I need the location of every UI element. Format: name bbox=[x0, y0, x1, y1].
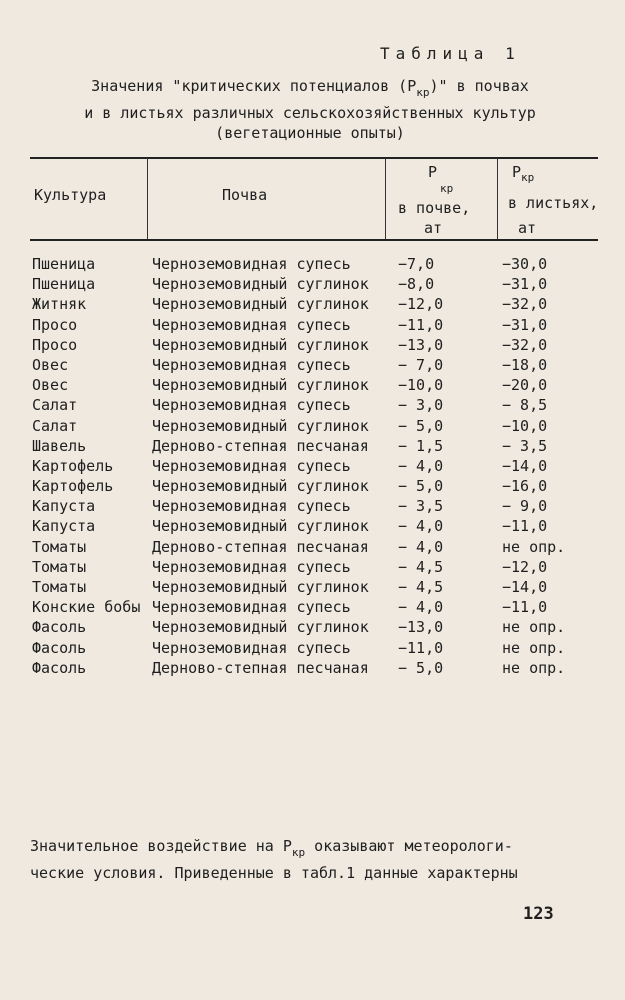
soil-cell: Черноземовидный суглинок bbox=[152, 295, 369, 314]
p-soil-cell: − 5,0 bbox=[398, 477, 444, 496]
table-row bbox=[32, 294, 602, 314]
p-leaf-cell: не опр. bbox=[502, 658, 566, 677]
crop-cell: Просо bbox=[32, 315, 78, 334]
soil-cell: Черноземовидный суглинок bbox=[152, 376, 369, 395]
p-leaf-cell: −31,0 bbox=[502, 315, 548, 334]
p-leaf-cell: −32,0 bbox=[502, 335, 548, 354]
crop-cell: Картофель bbox=[32, 477, 114, 496]
header-p-leaf bbox=[512, 163, 534, 187]
p-symbol: P bbox=[512, 163, 522, 181]
table-row bbox=[32, 355, 602, 375]
column-divider bbox=[497, 158, 498, 240]
paragraph-line-1 bbox=[30, 836, 600, 863]
table-row bbox=[32, 516, 602, 536]
title-line-1 bbox=[30, 76, 590, 103]
crop-cell: Салат bbox=[32, 416, 78, 435]
table-row bbox=[32, 375, 602, 395]
soil-cell: Черноземовидный суглинок bbox=[152, 275, 369, 294]
soil-cell: Черноземовидная супесь bbox=[152, 638, 351, 657]
table-row bbox=[32, 617, 602, 637]
header-in-leaves: в листьях, bbox=[508, 194, 599, 212]
soil-cell: Черноземовидная супесь bbox=[152, 456, 351, 475]
p-soil-cell: −13,0 bbox=[398, 335, 444, 354]
p-soil-cell: −11,0 bbox=[398, 315, 444, 334]
title-line-2: и в листьях различных сельскохозяйственных культур bbox=[84, 104, 536, 122]
table-top-rule bbox=[30, 157, 598, 159]
header-p-soil-sub: кр bbox=[440, 182, 454, 195]
p-soil-cell: − 4,5 bbox=[398, 557, 444, 576]
body-paragraph bbox=[30, 836, 600, 884]
crop-cell: Житняк bbox=[32, 295, 87, 314]
p-soil-cell: −13,0 bbox=[398, 618, 444, 637]
p-leaf-cell: −30,0 bbox=[502, 255, 548, 273]
paragraph-line-2: ческие условия. Приведенные в табл.1 данные характерны bbox=[30, 864, 518, 882]
title-text: Значения "критических потенциалов (P bbox=[91, 77, 417, 95]
soil-cell: Черноземовидная супесь bbox=[152, 355, 351, 374]
p-leaf-cell: −11,0 bbox=[502, 598, 548, 617]
p-leaf-cell: −32,0 bbox=[502, 295, 548, 314]
crop-cell: Картофель bbox=[32, 456, 114, 475]
table-label: Таблица 1 bbox=[380, 44, 521, 63]
p-leaf-cell: не опр. bbox=[502, 618, 566, 637]
p-leaf-cell: − 3,5 bbox=[502, 436, 548, 455]
p-leaf-cell: −16,0 bbox=[502, 477, 548, 496]
p-soil-cell: −10,0 bbox=[398, 376, 444, 395]
table-row bbox=[32, 395, 602, 415]
soil-cell: Черноземовидная супесь bbox=[152, 396, 351, 415]
crop-cell: Просо bbox=[32, 335, 78, 354]
p-soil-cell: − 4,0 bbox=[398, 537, 444, 556]
crop-cell: Томаты bbox=[32, 557, 87, 576]
crop-cell: Фасоль bbox=[32, 618, 87, 637]
crop-cell: Капуста bbox=[32, 497, 96, 516]
title-line-3: (вегетационные опыты) bbox=[215, 124, 405, 142]
paragraph-text-end: оказывают метеорологи- bbox=[305, 837, 513, 855]
p-leaf-cell: −10,0 bbox=[502, 416, 548, 435]
title-subscript: кр bbox=[416, 86, 430, 99]
soil-cell: Черноземовидный суглинок bbox=[152, 335, 369, 354]
table-row bbox=[32, 315, 602, 335]
table-row bbox=[32, 496, 602, 516]
p-leaf-cell: −14,0 bbox=[502, 578, 548, 596]
crop-cell: Пшеница bbox=[32, 275, 96, 294]
table-header-rule bbox=[30, 239, 598, 241]
column-divider bbox=[147, 158, 148, 240]
p-soil-cell: − 4,0 bbox=[398, 517, 444, 536]
soil-cell: Черноземовидный суглинок bbox=[152, 416, 369, 435]
soil-cell: Черноземовидный суглинок bbox=[152, 517, 369, 536]
table-row bbox=[32, 597, 602, 617]
header-unit-leaves: ат bbox=[518, 219, 537, 237]
table-row bbox=[32, 254, 602, 274]
soil-cell: Черноземовидная супесь bbox=[152, 315, 351, 334]
crop-cell: Овес bbox=[32, 355, 69, 374]
p-leaf-cell: −20,0 bbox=[502, 376, 548, 395]
p-leaf-cell: −14,0 bbox=[502, 456, 548, 475]
p-leaf-cell: − 9,0 bbox=[502, 497, 548, 516]
table-row bbox=[32, 557, 602, 577]
p-leaf-cell: −12,0 bbox=[502, 557, 548, 576]
p-soil-cell: −8,0 bbox=[398, 275, 435, 294]
table-row bbox=[32, 274, 602, 294]
paragraph-subscript: кр bbox=[291, 846, 306, 859]
table-body bbox=[32, 254, 602, 678]
soil-cell: Черноземовидная супесь bbox=[152, 497, 351, 516]
crop-cell: Фасоль bbox=[32, 658, 87, 677]
p-soil-cell: −12,0 bbox=[398, 295, 444, 314]
soil-cell: Дерново-степная песчаная bbox=[152, 537, 369, 556]
crop-cell: Конские бобы bbox=[32, 598, 141, 617]
soil-cell: Черноземовидная супесь bbox=[152, 255, 351, 273]
crop-cell: Салат bbox=[32, 396, 78, 415]
crop-cell: Фасоль bbox=[32, 638, 87, 657]
soil-cell: Дерново-степная песчаная bbox=[152, 436, 369, 455]
p-leaf-cell: −11,0 bbox=[502, 517, 548, 536]
p-soil-cell: − 5,0 bbox=[398, 658, 444, 677]
crop-cell: Томаты bbox=[32, 578, 87, 596]
header-crop: Культура bbox=[34, 186, 107, 204]
p-leaf-cell: −18,0 bbox=[502, 355, 548, 374]
p-soil-cell: −11,0 bbox=[398, 638, 444, 657]
crop-cell: Томаты bbox=[32, 537, 87, 556]
table-row bbox=[32, 335, 602, 355]
title-text-end: )" в почвах bbox=[429, 77, 529, 95]
header-unit-soil: ат bbox=[424, 219, 443, 237]
p-leaf-cell: не опр. bbox=[502, 537, 566, 556]
p-leaf-cell: − 8,5 bbox=[502, 396, 548, 415]
table-row bbox=[32, 537, 602, 557]
soil-cell: Дерново-степная песчаная bbox=[152, 658, 369, 677]
p-soil-cell: − 7,0 bbox=[398, 355, 444, 374]
header-soil: Почва bbox=[222, 186, 268, 204]
p-soil-cell: − 4,0 bbox=[398, 456, 444, 475]
table-row bbox=[32, 456, 602, 476]
header-p-soil bbox=[428, 163, 437, 181]
crop-cell: Овес bbox=[32, 376, 69, 395]
soil-cell: Черноземовидная супесь bbox=[152, 598, 351, 617]
table-row bbox=[32, 476, 602, 496]
p-soil-cell: − 3,5 bbox=[398, 497, 444, 516]
paragraph-text: Значительное воздействие на P bbox=[30, 837, 292, 855]
p-soil-cell: − 4,0 bbox=[398, 598, 444, 617]
p-leaf-cell: не опр. bbox=[502, 638, 566, 657]
table-row bbox=[32, 416, 602, 436]
p-soil-cell: − 5,0 bbox=[398, 416, 444, 435]
crop-cell: Капуста bbox=[32, 517, 96, 536]
page-number: 123 bbox=[523, 904, 554, 924]
column-divider bbox=[385, 158, 386, 240]
table-row bbox=[32, 436, 602, 456]
table-row bbox=[32, 577, 602, 597]
crop-cell: Пшеница bbox=[32, 255, 96, 273]
soil-cell: Черноземовидный суглинок bbox=[152, 477, 369, 496]
p-subscript: кр bbox=[521, 171, 535, 184]
soil-cell: Черноземовидная супесь bbox=[152, 557, 351, 576]
p-soil-cell: − 3,0 bbox=[398, 396, 444, 415]
p-soil-cell: − 4,5 bbox=[398, 578, 444, 596]
table-title bbox=[30, 76, 590, 143]
crop-cell: Шавель bbox=[32, 436, 87, 455]
p-leaf-cell: −31,0 bbox=[502, 275, 548, 294]
p-symbol: P bbox=[428, 163, 438, 181]
header-in-soil: в почве, bbox=[398, 199, 471, 217]
table-row bbox=[32, 638, 602, 658]
table-row bbox=[32, 658, 602, 678]
p-soil-cell: − 1,5 bbox=[398, 436, 444, 455]
soil-cell: Черноземовидный суглинок bbox=[152, 618, 369, 637]
soil-cell: Черноземовидный суглинок bbox=[152, 578, 369, 596]
p-soil-cell: −7,0 bbox=[398, 255, 435, 273]
